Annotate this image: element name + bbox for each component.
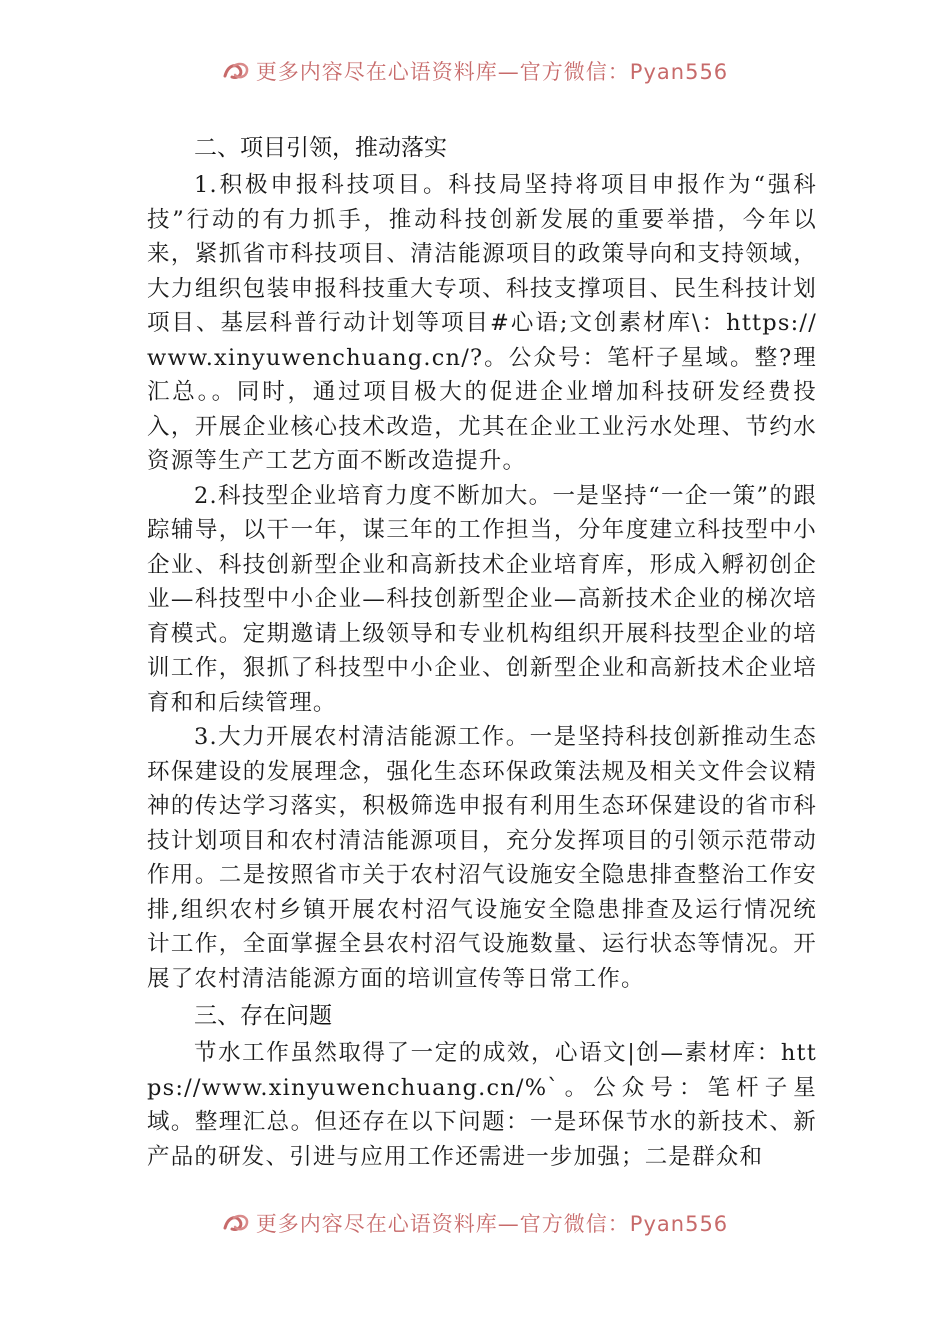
- footer-watermark: [0, 1206, 950, 1240]
- header-watermark: [0, 54, 950, 88]
- paragraph-clean-energy: 3.大力开展农村清洁能源工作。一是坚持科技创新推动生态环保建设的发展理念，强化生态环保政策法规及相关文件会议精神的传达学习落实，积极筛选申报有利用生态环保建设的省市科技计划项目和农村清洁能源项目，充分发挥项目的引领示范带动作用。二是按照省市关于农村沼气设施安全隐患排查整治工作安排,组织农村乡镇开展农村沼气设施安全隐患排查及运行情况统计工作，全面掌握全县农村沼气设施数量、运行状态等情况。开展了农村清洁能源方面的培训宣传等日常工作。: [147, 724, 817, 992]
- watermark-logo-icon: [222, 1213, 250, 1233]
- paragraph-problems: 节水工作虽然取得了一定的成效，心语文|创—素材库：https://www.xinyuwenchuang.cn/%`。公众号：笔杆子星域。整理汇总。但还存在以下问题：一是环保节水的新技术、新产品的研发、引进与应用工作还需进一步加强；二是群众和: [147, 1040, 817, 1170]
- section-heading-projects: 二、项目引领，推动落实: [194, 135, 447, 161]
- document-body: [147, 128, 817, 1174]
- paragraph-tech-projects: 1.积极申报科技项目。科技局坚持将项目申报作为“强科技”行动的有力抓手，推动科技创新发展的重要举措，今年以来，紧抓省市科技项目、清洁能源项目的政策导向和支持领域，大力组织包装申报科技重大专项、科技支撑项目、民生科技计划项目、基层科普行动计划等项目#心语;文创素材库\：https://www.xinyuwenchuang.cn/?。公众号：笔杆子星域。整?理汇总。。同时，通过项目极大的促进企业增加科技研发经费投入，开展企业核心技术改造，尤其在企业工业污水处理、节约水资源等生产工艺方面不断改造提升。: [147, 172, 817, 474]
- watermark-text: 更多内容尽在心语资料库—官方微信：Pyan556: [255, 60, 729, 84]
- watermark-text: 更多内容尽在心语资料库—官方微信：Pyan556: [255, 1212, 729, 1236]
- section-heading-problems: 三、存在问题: [194, 1003, 332, 1029]
- paragraph-enterprise-cultivation: 2.科技型企业培育力度不断加大。一是坚持“一企一策”的跟踪辅导，以干一年，谋三年的工作担当，分年度建立科技型中小企业、科技创新型企业和高新技术企业培育库，形成入孵初创企业—科技型中小企业—科技创新型企业—高新技术企业的梯次培育模式。定期邀请上级领导和专业机构组织开展科技型企业的培训工作，狠抓了科技型中小企业、创新型企业和高新技术企业培育和和后续管理。: [147, 482, 817, 716]
- watermark-logo-icon: [222, 61, 250, 81]
